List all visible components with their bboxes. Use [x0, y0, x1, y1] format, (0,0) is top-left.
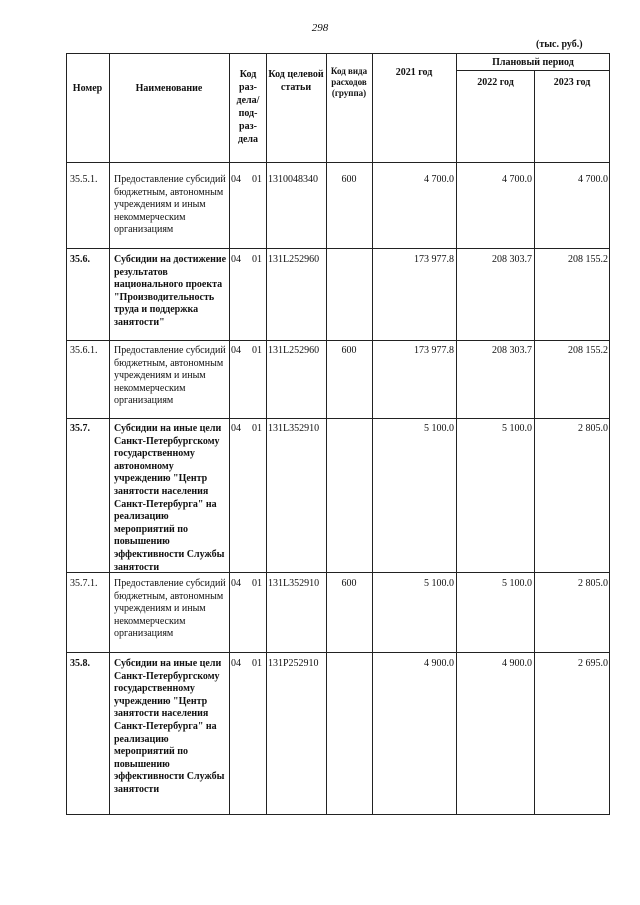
row-value-2022: 4 900.0	[502, 658, 532, 669]
row-number: 35.7.	[70, 423, 90, 434]
row-number: 35.5.1.	[70, 174, 98, 185]
row-csr: 131L252960	[268, 345, 320, 356]
row-number: 35.8.	[70, 658, 90, 669]
header-plan-period: Плановый период	[492, 57, 574, 68]
header-vr: Код вида расходов (группа)	[330, 66, 368, 98]
row-value-2023: 208 155.2	[568, 254, 608, 265]
row-value-2023: 208 155.2	[568, 345, 608, 356]
row-value-2021: 4 900.0	[424, 658, 454, 669]
header-2023: 2023 год	[553, 77, 591, 88]
row-value-2021: 173 977.8	[414, 345, 454, 356]
row-name: Субсидии на иные цели Санкт-Петербургскому государственному автономному учреждению "Центр занятости населения Санкт-Петербурга" на реализацию мероприятий по повышению эффективности Службы занятости	[114, 423, 225, 573]
row-value-2023: 2 805.0	[578, 578, 608, 589]
col-divider	[229, 53, 230, 815]
row-number: 35.6.	[70, 254, 90, 265]
row-value-2021: 5 100.0	[424, 423, 454, 434]
header-nomer: Номер	[72, 83, 103, 94]
row-value-2023: 4 700.0	[578, 174, 608, 185]
col-divider	[266, 53, 267, 815]
row-podrazdel: 01	[252, 423, 262, 434]
row-name: Предоставление субсидий бюджетным, автономным учреждениям и иным некоммерческим организациям	[114, 174, 226, 236]
row-razdel: 04	[231, 423, 241, 434]
header-bottom-border	[66, 162, 610, 163]
row-value-2023: 2 805.0	[578, 423, 608, 434]
col-divider	[66, 53, 67, 815]
col-divider	[609, 53, 610, 815]
table-top-border	[66, 53, 610, 54]
row-razdel: 04	[231, 578, 241, 589]
row-razdel: 04	[231, 174, 241, 185]
col-divider	[372, 53, 373, 815]
row-value-2021: 4 700.0	[424, 174, 454, 185]
row-razdel: 04	[231, 658, 241, 669]
page-number: 298	[311, 22, 329, 34]
row-number: 35.6.1.	[70, 345, 98, 356]
row-value-2021: 5 100.0	[424, 578, 454, 589]
row-name: Субсидии на иные цели Санкт-Петербургскому государственному учреждению "Центр занятости населения Санкт-Петербурга" на реализацию мероприятий по повышению эффективности Службы занятости	[114, 658, 225, 795]
header-csr: Код целевой статьи	[268, 69, 324, 93]
row-name: Предоставление субсидий бюджетным, автономным учреждениям и иным некоммерческим организациям	[114, 578, 226, 640]
row-value-2022: 5 100.0	[502, 578, 532, 589]
row-divider	[66, 340, 610, 341]
row-vr: 600	[341, 345, 357, 356]
col-divider	[109, 53, 110, 815]
units-label: (тыс. руб.)	[536, 39, 583, 50]
header-2021: 2021 год	[395, 67, 433, 78]
row-value-2022: 208 303.7	[492, 254, 532, 265]
header-2022: 2022 год	[477, 77, 514, 88]
row-csr: 1310048340	[268, 174, 318, 185]
row-podrazdel: 01	[252, 345, 262, 356]
row-value-2023: 2 695.0	[578, 658, 608, 669]
header-razdel: Код раз-дела/ под-раз-дела	[236, 69, 260, 145]
row-divider	[66, 652, 610, 653]
row-value-2022: 4 700.0	[502, 174, 532, 185]
row-vr: 600	[341, 578, 357, 589]
row-value-2021: 173 977.8	[414, 254, 454, 265]
row-name: Субсидии на достижение результатов национального проекта "Производительность труда и поддержка занятости"	[114, 254, 227, 328]
row-razdel: 04	[231, 345, 241, 356]
row-divider	[66, 418, 610, 419]
row-number: 35.7.1.	[70, 578, 98, 589]
row-podrazdel: 01	[252, 254, 262, 265]
plan-period-divider	[456, 70, 610, 71]
col-divider	[326, 53, 327, 815]
row-csr: 131L352910	[268, 423, 320, 434]
header-name: Наименование	[135, 83, 203, 94]
row-vr: 600	[341, 174, 357, 185]
row-divider	[66, 248, 610, 249]
row-podrazdel: 01	[252, 658, 262, 669]
row-name: Предоставление субсидий бюджетным, автономным учреждениям и иным некоммерческим организациям	[114, 345, 226, 407]
row-csr: 131L252960	[268, 254, 320, 265]
table-bottom-border	[66, 814, 610, 815]
row-csr: 131P252910	[268, 658, 319, 669]
row-value-2022: 5 100.0	[502, 423, 532, 434]
row-razdel: 04	[231, 254, 241, 265]
row-value-2022: 208 303.7	[492, 345, 532, 356]
row-podrazdel: 01	[252, 174, 262, 185]
row-csr: 131L352910	[268, 578, 320, 589]
row-podrazdel: 01	[252, 578, 262, 589]
